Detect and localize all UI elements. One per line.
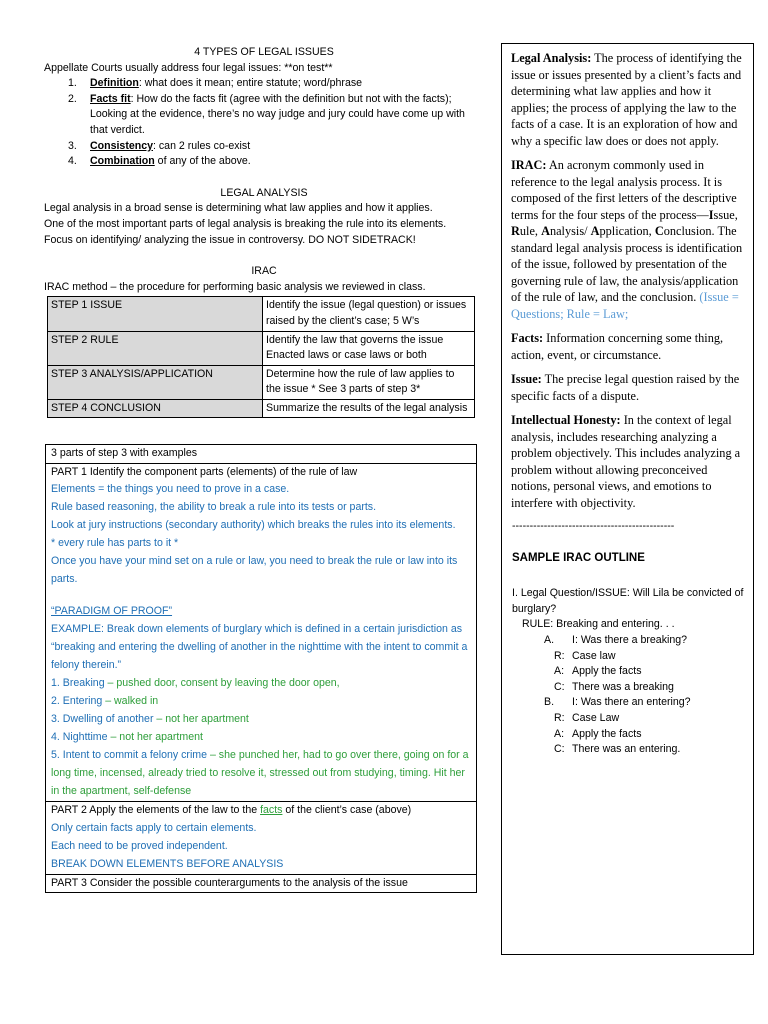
step-cell: STEP 3 ANALYSIS/APPLICATION [48, 365, 263, 399]
step-desc-cell: Identify the law that governs the issue Enacted laws or case laws or both [263, 331, 475, 365]
step3-header: 3 parts of step 3 with examples [46, 445, 476, 464]
step-cell: STEP 2 RULE [48, 331, 263, 365]
sample-question: I. Legal Question/ISSUE: Will Lila be convicted of burglary? [512, 587, 744, 615]
step-desc-cell: Summarize the results of the legal analysis [263, 399, 475, 418]
step-cell: STEP 4 CONCLUSION [48, 399, 263, 418]
part1-cell [46, 464, 476, 803]
glossary-content [502, 44, 753, 511]
table-row [48, 331, 475, 365]
table-row [48, 365, 475, 399]
sample-outline [502, 551, 753, 758]
part3-cell: PART 3 Consider the possible counterarguments to the analysis of the issue [51, 876, 408, 889]
divider: ---------------------------------------------- [512, 520, 675, 532]
outline-a-item: A: Apply the facts [554, 665, 642, 678]
legal-issues-title: 4 TYPES OF LEGAL ISSUES [194, 46, 334, 58]
glossary-box [501, 43, 754, 955]
part1-line: Look at jury instructions (secondary authority) which breaks the rules into its elements. [51, 519, 456, 532]
element-item: 1. Breaking – pushed door, consent by leaving the door open, [51, 677, 340, 690]
step-cell: STEP 1 ISSUE [48, 297, 263, 331]
legal-issues-list [44, 76, 484, 170]
part2-line: BREAK DOWN ELEMENTS BEFORE ANALYSIS [51, 857, 284, 870]
irac-steps-table [47, 296, 475, 418]
step-desc-cell: Determine how the rule of law applies to the issue * See 3 parts of step 3* [263, 365, 475, 399]
left-column [44, 45, 484, 418]
list-item: 4. Combination of any of the above. [68, 155, 251, 168]
glossary-intellectual-honesty: Intellectual Honesty: In the context of legal analysis, includes researching analyzing a problem objectively. This includes analyzing a problem without allowing preconceived notions, personal views, and emotions to interfere with objectivity. [511, 413, 741, 510]
part1-line: Rule based reasoning, the ability to break a rule into its tests or parts. [51, 501, 377, 514]
table-row [48, 297, 475, 331]
glossary-irac: IRAC: An acronym commonly used in reference to the legal analysis process. It is composed of the first letters of the descriptive terms for the four steps of the process—Issue, Rule, Analysis/ Application, Conclusion. The standard legal analysis process is identification of the issue, followed by presentation of the governing rule of law, the analysis/application of the rule of law, and the conclusion. (Issue = Questions; Rule = Law; [511, 158, 743, 321]
part1-line: Elements = the things you need to prove in a case. [51, 483, 290, 496]
list-item: 3. Consistency: can 2 rules co-exist [68, 139, 251, 152]
glossary-facts: Facts: Information concerning some thing, action, event, or circumstance. [511, 331, 724, 362]
part2-line: Only certain facts apply to certain elements. [51, 821, 257, 834]
part2-cell [46, 802, 476, 875]
outline-b-issue: B. I: Was there an entering? [544, 696, 691, 709]
sample-title: SAMPLE IRAC OUTLINE [512, 551, 645, 564]
glossary-legal-analysis: Legal Analysis: The process of identifying the issue or issues presented by a client’s facts and determining what law applies and how it applies; the process of applying the law to the facts of a case. It is an exploration of how and why a specific law does or does not apply. [511, 51, 742, 148]
legal-analysis-line: One of the most important parts of legal analysis is breaking the rule into its elements. [44, 217, 447, 230]
legal-analysis-line: Legal analysis in a broad sense is determining what law applies and how it applies. [44, 202, 433, 215]
part1-heading: PART 1 Identify the component parts (elements) of the rule of law [51, 465, 358, 478]
element-item: 4. Nighttime – not her apartment [51, 731, 203, 744]
step3-box [45, 444, 477, 893]
element-item: 2. Entering – walked in [51, 695, 159, 708]
sample-rule: RULE: Breaking and entering. . . [522, 618, 675, 631]
outline-a-item: C: There was a breaking [554, 680, 674, 693]
outline-a-issue: A. I: Was there a breaking? [544, 633, 688, 646]
element-item: 3. Dwelling of another – not her apartment [51, 713, 249, 726]
table-row [48, 399, 475, 418]
part1-line: * every rule has parts to it * [51, 537, 179, 550]
glossary-issue: Issue: The precise legal question raised by the specific facts of a dispute. [511, 372, 740, 403]
element-item: 5. Intent to commit a felony crime – she punched her, had to go over there, going on for a long time, incensed, already tried to resolve it, stressed out from studying, timing. Hit her in the apartment, self-defense [51, 749, 469, 798]
irac-intro: IRAC method – the procedure for performing basic analysis we reviewed in class. [44, 280, 426, 293]
irac-title: IRAC [251, 265, 277, 278]
paradigm-heading: “PARADIGM OF PROOF” [51, 605, 173, 618]
outline-b-item: A: Apply the facts [554, 727, 642, 740]
part2-heading: PART 2 Apply the elements of the law to the facts of the client’s case (above) [51, 804, 412, 817]
part1-line: Once you have your mind set on a rule or law, you need to break the rule or law into its parts. [51, 555, 458, 586]
legal-analysis-title: LEGAL ANALYSIS [220, 186, 308, 199]
list-item: 2. Facts fit: How do the facts fit (agree with the definition but not with the facts); Looking at the evidence, there’s no way judge and jury could have come up with that verdict. [68, 92, 465, 136]
list-item: 1. Definition: what does it mean; entire statute; word/phrase [68, 77, 363, 90]
legal-issues-intro: Appellate Courts usually address four legal issues: **on test** [44, 61, 333, 74]
outline-b-item: C: There was an entering. [554, 743, 681, 756]
legal-analysis-line: Focus on identifying/ analyzing the issue in controversy. DO NOT SIDETRACK! [44, 233, 416, 246]
outline-b-item: R: Case Law [554, 711, 620, 724]
outline-a-item: R: Case law [554, 649, 616, 662]
part2-line: Each need to be proved independent. [51, 839, 228, 852]
step-desc-cell: Identify the issue (legal question) or issues raised by the client’s case; 5 W’s [263, 297, 475, 331]
burglary-example: EXAMPLE: Break down elements of burglary which is defined in a certain jurisdiction as “breaking and entering the dwelling of another in the nighttime with the intent to commit a felony therein.” [51, 623, 468, 672]
